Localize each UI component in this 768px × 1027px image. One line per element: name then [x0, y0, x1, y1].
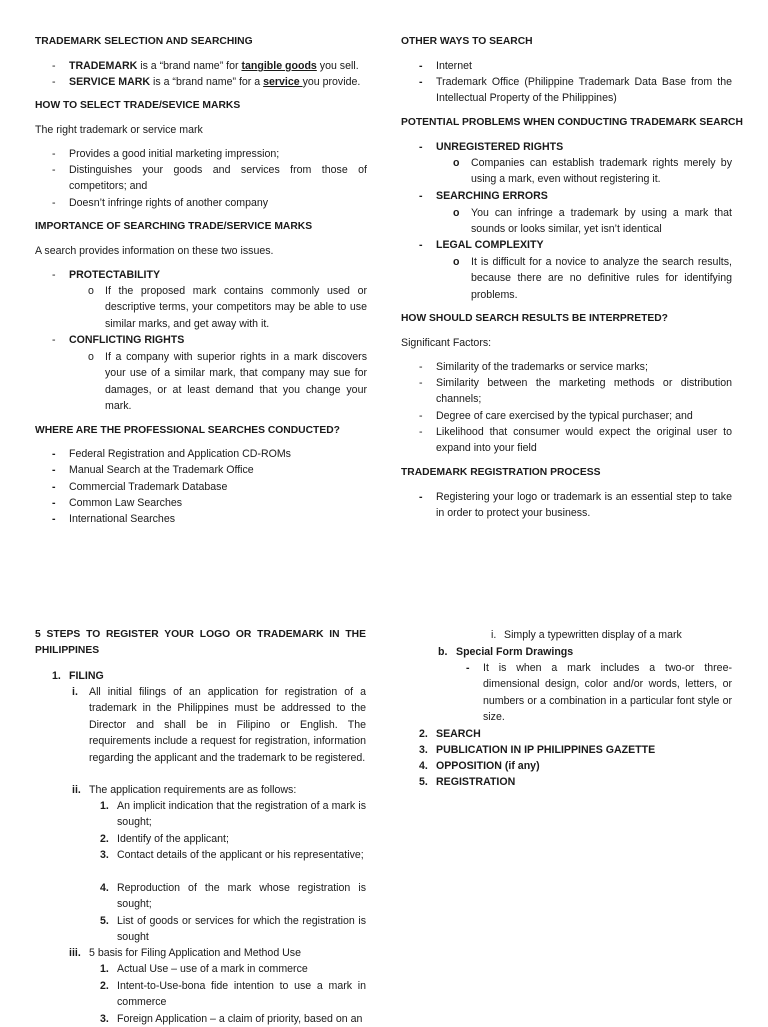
- list-item: Contact details of the applicant or his representative;: [117, 849, 364, 861]
- protectability-text: If the proposed mark contains commonly used or descriptive terms, your competitors may be able to use similar marks, and get away with it.: [105, 285, 367, 330]
- step-filing: FILING: [69, 670, 104, 682]
- list-item: Doesn’t infringe rights of another company: [69, 197, 269, 209]
- conflicting-rights-label: CONFLICTING RIGHTS: [69, 334, 185, 346]
- list-item: Federal Registration and Application CD-ROMs: [69, 448, 291, 460]
- list-item: Degree of care exercised by the typical purchaser; and: [436, 410, 693, 422]
- list-item: Trademark Office (Philippine Trademark Data Base from the Intellectual Property of the Philippines): [436, 76, 732, 105]
- heading-interpret-results: HOW SHOULD SEARCH RESULTS BE INTERPRETED?: [401, 313, 668, 324]
- list-item: Similarity between the marketing methods or distribution channels;: [436, 377, 732, 406]
- heading-five-steps: 5 STEPS TO REGISTER YOUR LOGO OR TRADEMARK IN THE PHILIPPINES: [35, 629, 366, 657]
- trademark-definition: TRADEMARK is a “brand name” for tangible goods you sell.: [69, 60, 359, 72]
- list-item: An implicit indication that the registration of a mark is sought;: [117, 800, 366, 829]
- servicemark-definition: SERVICE MARK is a “brand name” for a service you provide.: [69, 76, 361, 88]
- list-item: Common Law Searches: [69, 497, 183, 509]
- list-item: International Searches: [69, 513, 176, 525]
- list-item: Simply a typewritten display of a mark: [504, 629, 682, 641]
- document-page: TRADEMARK SELECTION AND SEARCHING - TRADEMARK is a “brand name” for tangible goods you sell. - SERVICE MARK is a “brand name” for a service you provide. HOW TO SELECT TRADE/SEVICE MARKS The right trademark or service mark - Provides a good initial marketing impression; - Distinguishes your goods and services from those of competitors; and - Doesn’t infringe rights of another company IMPORTANCE OF SEARCHING TRADE/SERVICE MARKS A search provides information on these two issues. - PROTECTABILITY o If the proposed mark contains commonly used or descriptive terms, your competitors may be able to use similar marks, and get away with it. - CONFLICTING RIGHTS o If a company with superior rights in a mark discovers your use of a similar mark, that company may sue for damages, or at least demand that you change your mark. WHERE ARE THE PROFESSIONAL SEARCHES CONDUCTED? - Federal Registration and Application CD-ROMs - Manual Search at the Trademark Office - Commercial Trademark Database - Common Law Searches - International Searches OTHER WAYS TO SEARCH - Internet - Trademark Office (Philippine Trademark Data Base from the Intellectual Property of the Philippines) POTENTIAL PROBLEMS WHEN CONDUCTING TRADEMARK SEARCH - UNREGISTERED RIGHTS o Companies can establish trademark rights merely by using a mark, even without registering it. - SEARCHING ERRORS o You can infringe a trademark by using a mark that sounds or looks similar, yet isn’t identical - LEGAL COMPLEXITY o It is difficult for a novice to analyze the search results, because there are no definitive rules for identifying problems. HOW SHOULD SEARCH RESULTS BE INTERPRETED? Significant Factors: - Similarity of the trademarks or service marks; - Similarity between the marketing methods or distribution channels; - Degree of care exercised by the typical purchaser; and - Likelihood that consumer would expect the original user to expand into your field TRADEMARK REGISTRATION PROCESS - Registering your logo or trademark is an essential step to take in order to protect your business. 5 STEPS TO REGISTER YOUR LOGO OR TRADEMARK IN THE PHILIPPINES 1. FILING i. All initial filings of an application for registration of a trademark in the Philippines must be addressed to the Director and shall be in Filipino or English. The requirements include a request for registration, information regarding the applicant and the trademark to be registered. ii. The application requirements are as follows: 1. An implicit indication that the registration of a mark is sought; 2. Identify of the applicant; 3. Contact details of the applicant or his representative; 4. Reproduction of the mark whose registration is sought; 5. List of goods or services for which the registration is sought iii. 5 basis for Filing Application and Method Use 1. Actual Use – use of a mark in commerce 2. Intent-to-Use-bona fide intention to use a mark in commerce 3. Foreign Application – a claim of priority, based on an i. Simply a typewritten display of a mark b. Special Form Drawings - It is when a mark includes a two-or three-dimensional design, color and/or words, letters, or numbers or a combination in a particular font style or size. 2. SEARCH 3. PUBLICATION IN IP PHILIPPINES GAZETTE 4. OPPOSITION (if any) 5. REGISTRATION: [0, 0, 768, 1024]
- list-item: Manual Search at the Trademark Office: [69, 464, 254, 476]
- step-publication: PUBLICATION IN IP PHILIPPINES GAZETTE: [436, 744, 656, 756]
- list-item: Internet: [436, 60, 472, 72]
- protectability-label: PROTECTABILITY: [69, 269, 161, 281]
- list-item: Intent-to-Use-bona fide intention to use a mark in commerce: [117, 980, 366, 1009]
- step-search: SEARCH: [436, 728, 481, 740]
- special-form-text: It is when a mark includes a two-or three-dimensional design, color and/or words, letters, or numbers or a combination in a particular font style or size.: [483, 662, 732, 724]
- list-item: List of goods or services for which the registration is sought: [117, 915, 366, 944]
- problem-label: SEARCHING ERRORS: [436, 190, 548, 202]
- heading-trademark-selection: TRADEMARK SELECTION AND SEARCHING: [35, 36, 253, 47]
- list-item: -: [52, 76, 56, 88]
- filing-iii-text: 5 basis for Filing Application and Method Use: [89, 947, 301, 959]
- problem-label: LEGAL COMPLEXITY: [436, 239, 544, 251]
- list-item: Distinguishes your goods and services from those of competitors; and: [69, 164, 367, 193]
- intro-text: Significant Factors:: [401, 337, 492, 349]
- heading-how-to-select: HOW TO SELECT TRADE/SEVICE MARKS: [35, 100, 241, 111]
- list-item: Commercial Trademark Database: [69, 481, 228, 493]
- filing-ii-text: The application requirements are as follows:: [89, 784, 297, 796]
- list-item: Foreign Application – a claim of priority, based on an: [117, 1013, 363, 1025]
- intro-text: The right trademark or service mark: [35, 124, 203, 136]
- list-item: Provides a good initial marketing impression;: [69, 148, 280, 160]
- list-item: Identify of the applicant;: [117, 833, 229, 845]
- list-item: -: [52, 60, 56, 72]
- list-item: Actual Use – use of a mark in commerce: [117, 963, 308, 975]
- step-registration: REGISTRATION: [436, 776, 516, 788]
- heading-registration-process: TRADEMARK REGISTRATION PROCESS: [401, 467, 601, 478]
- heading-other-ways: OTHER WAYS TO SEARCH: [401, 36, 533, 47]
- heading-importance: IMPORTANCE OF SEARCHING TRADE/SERVICE MARKS: [35, 221, 313, 232]
- special-form-label: Special Form Drawings: [456, 646, 574, 658]
- list-item: Registering your logo or trademark is an essential step to take in order to protect your business.: [436, 491, 732, 520]
- step-opposition: OPPOSITION (if any): [436, 760, 540, 772]
- list-item: Likelihood that consumer would expect the original user to expand into your field: [436, 426, 732, 455]
- problem-text: You can infringe a trademark by using a mark that sounds or looks similar, yet isn’t identical: [471, 207, 732, 236]
- heading-where-searches: WHERE ARE THE PROFESSIONAL SEARCHES CONDUCTED?: [35, 425, 340, 436]
- list-item: Similarity of the trademarks or service marks;: [436, 361, 648, 373]
- problem-text: It is difficult for a novice to analyze the search results, because there are no definitive rules for identifying problems.: [471, 256, 732, 301]
- problem-label: UNREGISTERED RIGHTS: [436, 141, 564, 153]
- list-item: Reproduction of the mark whose registration is sought;: [117, 882, 366, 911]
- heading-potential-problems: POTENTIAL PROBLEMS WHEN CONDUCTING TRADEMARK SEARCH: [401, 117, 743, 128]
- problem-text: Companies can establish trademark rights merely by using a mark, even without registering it.: [471, 157, 732, 186]
- intro-text: A search provides information on these two issues.: [35, 245, 274, 257]
- conflicting-rights-text: If a company with superior rights in a mark discovers your use of a similar mark, that company may sue for damages, or at least demand that you change your mark.: [105, 351, 367, 413]
- filing-i-text: All initial filings of an application for registration of a trademark in the Philippines must be addressed to the Director and shall be in Filipino or English. The requirements include a request for registration, information regarding the applicant and the trademark to be registered.: [89, 686, 366, 764]
